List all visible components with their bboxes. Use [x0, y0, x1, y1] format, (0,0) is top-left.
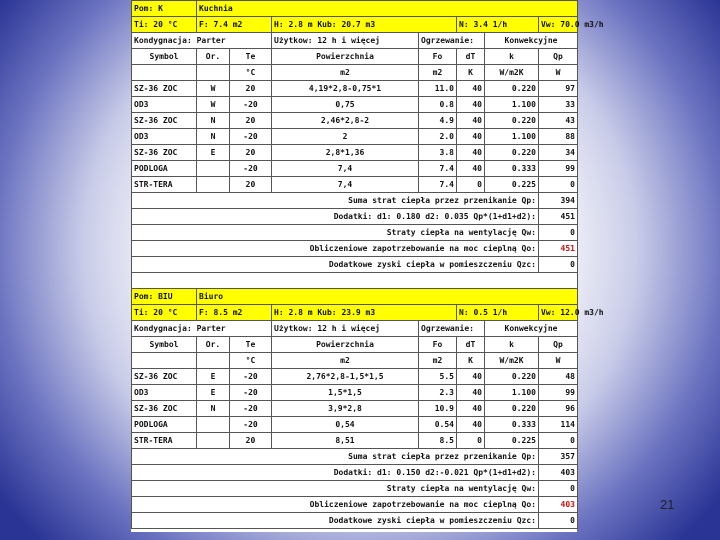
summary-label: Dodatkowe zyski ciepła w pomieszczeniu Qzc:: [132, 513, 539, 529]
heat-loss-table: [131, 0, 604, 529]
cell-qp: 34: [539, 145, 578, 161]
cell-te: 20: [230, 113, 272, 129]
room-volume: Kub: 23.9 m3: [317, 308, 376, 317]
unit-orientation: [197, 65, 230, 81]
cell-k: 0.220: [485, 81, 539, 97]
cell-dt: 40: [457, 161, 485, 177]
section-gap: [132, 273, 578, 289]
cell-area: 0,54: [272, 417, 419, 433]
cell-k: 0.225: [485, 433, 539, 449]
cell-k: 0.220: [485, 113, 539, 129]
cell-te: 20: [230, 433, 272, 449]
table-row: [132, 369, 578, 385]
cell-fo: 7.4: [419, 161, 457, 177]
cell-fo: 0.54: [419, 417, 457, 433]
unit-symbol: [132, 65, 197, 81]
table-row: [132, 417, 578, 433]
cell-qp: 99: [539, 385, 578, 401]
cell-qp: 88: [539, 129, 578, 145]
cell-qp: 0: [539, 177, 578, 193]
room-air-change: N: 0.5 1/h: [457, 305, 539, 321]
col-header-k: k: [485, 337, 539, 353]
unit-area: m2: [272, 353, 419, 369]
cell-k: 0.333: [485, 417, 539, 433]
room-heating-label: Ogrzewanie:: [419, 33, 485, 49]
cell-dt: 40: [457, 97, 485, 113]
cell-area: 2,8*1,36: [272, 145, 419, 161]
summary-value: 451: [539, 241, 578, 257]
cell-k: 0.225: [485, 177, 539, 193]
cell-dt: 40: [457, 145, 485, 161]
room-heating-type: Konwekcyjne: [485, 33, 578, 49]
cell-orientation: [197, 161, 230, 177]
cell-qp: 97: [539, 81, 578, 97]
cell-symbol: STR-TERA: [132, 433, 197, 449]
cell-symbol: OD3: [132, 385, 197, 401]
cell-orientation: N: [197, 129, 230, 145]
room-pom-label: Pom: K: [132, 1, 197, 17]
cell-area: 7,4: [272, 161, 419, 177]
room-ti: Ti: 20 °C: [132, 17, 197, 33]
unit-te: °C: [230, 353, 272, 369]
summary-value: 0: [539, 513, 578, 529]
col-header-fo: Fo: [419, 337, 457, 353]
cell-orientation: [197, 177, 230, 193]
cell-fo: 11.0: [419, 81, 457, 97]
cell-k: 0.333: [485, 161, 539, 177]
table-row: [132, 97, 578, 113]
col-header-symbol: Symbol: [132, 49, 197, 65]
summary-row: [132, 497, 578, 513]
units-row: [132, 65, 578, 81]
room-usage: Użytkow: 12 h i więcej: [272, 321, 419, 337]
table-body: [132, 1, 604, 529]
cell-orientation: W: [197, 97, 230, 113]
cell-dt: 40: [457, 81, 485, 97]
summary-value: 0: [539, 257, 578, 273]
summary-label: Suma strat ciepła przez przenikanie Qp:: [132, 449, 539, 465]
unit-k: W/m2K: [485, 353, 539, 369]
unit-fo: m2: [419, 353, 457, 369]
cell-fo: 8.5: [419, 433, 457, 449]
cell-te: 20: [230, 81, 272, 97]
summary-value: 357: [539, 449, 578, 465]
cell-te: -20: [230, 401, 272, 417]
cell-orientation: W: [197, 81, 230, 97]
cell-qp: 0: [539, 433, 578, 449]
cell-symbol: SZ-36 ZOC: [132, 113, 197, 129]
summary-row: [132, 193, 578, 209]
summary-label: Obliczeniowe zapotrzebowanie na moc cieplną Qo:: [132, 497, 539, 513]
cell-qp: 43: [539, 113, 578, 129]
col-header-orientation: Or.: [197, 337, 230, 353]
room-storey: Kondygnacja: Parter: [132, 33, 272, 49]
room-params-row: [132, 17, 578, 33]
cell-symbol: PODLOGA: [132, 161, 197, 177]
cell-te: -20: [230, 417, 272, 433]
cell-te: -20: [230, 385, 272, 401]
room-name: Kuchnia: [197, 1, 578, 17]
unit-qp: W: [539, 353, 578, 369]
summary-value: 0: [539, 481, 578, 497]
unit-qp: W: [539, 65, 578, 81]
col-header-orientation: Or.: [197, 49, 230, 65]
room-vent-flow: Vw: 70.0 m3/h: [539, 17, 578, 33]
summary-value: 394: [539, 193, 578, 209]
cell-orientation: E: [197, 385, 230, 401]
cell-dt: 40: [457, 417, 485, 433]
summary-label: Dodatki: d1: 0.180 d2: 0.035 Qp*(1+d1+d2):: [132, 209, 539, 225]
cell-orientation: N: [197, 113, 230, 129]
summary-row: [132, 257, 578, 273]
cell-symbol: OD3: [132, 129, 197, 145]
col-header-area: Powierzchnia: [272, 49, 419, 65]
cell-qp: 114: [539, 417, 578, 433]
cell-area: 7,4: [272, 177, 419, 193]
page-number: 21: [660, 497, 675, 512]
room-info-row: [132, 321, 578, 337]
cell-k: 1.100: [485, 129, 539, 145]
col-header-symbol: Symbol: [132, 337, 197, 353]
room-area: F: 7.4 m2: [197, 17, 272, 33]
cell-qp: 48: [539, 369, 578, 385]
room-header-row: [132, 289, 578, 305]
table-row: [132, 433, 578, 449]
table-row: [132, 145, 578, 161]
unit-symbol: [132, 353, 197, 369]
summary-row: [132, 481, 578, 497]
cell-fo: 5.5: [419, 369, 457, 385]
cell-symbol: SZ-36 ZOC: [132, 145, 197, 161]
cell-symbol: PODLOGA: [132, 417, 197, 433]
cell-fo: 10.9: [419, 401, 457, 417]
summary-label: Suma strat ciepła przez przenikanie Qp:: [132, 193, 539, 209]
room-heating-label: Ogrzewanie:: [419, 321, 485, 337]
cell-orientation: E: [197, 145, 230, 161]
cell-fo: 4.9: [419, 113, 457, 129]
column-header-row: [132, 337, 578, 353]
summary-label: Dodatkowe zyski ciepła w pomieszczeniu Qzc:: [132, 257, 539, 273]
col-header-area: Powierzchnia: [272, 337, 419, 353]
table-row: [132, 81, 578, 97]
units-row: [132, 353, 578, 369]
cell-dt: 40: [457, 369, 485, 385]
cell-fo: 2.3: [419, 385, 457, 401]
cell-area: 2,76*2,8-1,5*1,5: [272, 369, 419, 385]
cell-area: 8,51: [272, 433, 419, 449]
summary-value: 0: [539, 225, 578, 241]
col-header-qp: Qp: [539, 49, 578, 65]
cell-te: -20: [230, 369, 272, 385]
room-height-volume: [272, 305, 457, 321]
cell-symbol: SZ-36 ZOC: [132, 369, 197, 385]
cell-symbol: SZ-36 ZOC: [132, 81, 197, 97]
cell-dt: 40: [457, 129, 485, 145]
cell-k: 0.220: [485, 145, 539, 161]
cell-fo: 2.0: [419, 129, 457, 145]
room-volume: Kub: 20.7 m3: [317, 20, 376, 29]
cell-orientation: E: [197, 369, 230, 385]
cell-symbol: STR-TERA: [132, 177, 197, 193]
cell-symbol: OD3: [132, 97, 197, 113]
cell-dt: 0: [457, 433, 485, 449]
unit-fo: m2: [419, 65, 457, 81]
cell-symbol: SZ-36 ZOC: [132, 401, 197, 417]
column-header-row: [132, 49, 578, 65]
summary-row: [132, 209, 578, 225]
room-storey: Kondygnacja: Parter: [132, 321, 272, 337]
table-row: [132, 161, 578, 177]
cell-te: -20: [230, 161, 272, 177]
summary-label: Dodatki: d1: 0.150 d2:-0.021 Qp*(1+d1+d2):: [132, 465, 539, 481]
unit-k: W/m2K: [485, 65, 539, 81]
cell-dt: 0: [457, 177, 485, 193]
cell-area: 3,9*2,8: [272, 401, 419, 417]
cell-qp: 96: [539, 401, 578, 417]
room-height: H: 2.8 m: [274, 20, 313, 29]
room-heating-type: Konwekcyjne: [485, 321, 578, 337]
col-header-dt: dT: [457, 337, 485, 353]
summary-row: [132, 465, 578, 481]
col-header-fo: Fo: [419, 49, 457, 65]
summary-value: 403: [539, 497, 578, 513]
cell-dt: 40: [457, 113, 485, 129]
room-height-volume: [272, 17, 457, 33]
heat-loss-sheet: [131, 0, 604, 532]
cell-qp: 99: [539, 161, 578, 177]
summary-label: Straty ciepła na wentylację Qw:: [132, 481, 539, 497]
cell-te: -20: [230, 129, 272, 145]
table-row: [132, 129, 578, 145]
col-header-dt: dT: [457, 49, 485, 65]
summary-row: [132, 241, 578, 257]
summary-value: 451: [539, 209, 578, 225]
cell-te: -20: [230, 97, 272, 113]
summary-label: Obliczeniowe zapotrzebowanie na moc cieplną Qo:: [132, 241, 539, 257]
cell-area: 2: [272, 129, 419, 145]
col-header-qp: Qp: [539, 337, 578, 353]
cell-dt: 40: [457, 385, 485, 401]
unit-area: m2: [272, 65, 419, 81]
col-header-te: Te: [230, 337, 272, 353]
table-row: [132, 177, 578, 193]
summary-row: [132, 449, 578, 465]
table-row: [132, 113, 578, 129]
cell-area: 4,19*2,8-0,75*1: [272, 81, 419, 97]
summary-label: Straty ciepła na wentylację Qw:: [132, 225, 539, 241]
cell-te: 20: [230, 177, 272, 193]
cell-fo: 3.8: [419, 145, 457, 161]
col-header-k: k: [485, 49, 539, 65]
table-row: [132, 401, 578, 417]
cell-fo: 7.4: [419, 177, 457, 193]
cell-k: 1.100: [485, 385, 539, 401]
cell-fo: 0.8: [419, 97, 457, 113]
col-header-te: Te: [230, 49, 272, 65]
room-air-change: N: 3.4 1/h: [457, 17, 539, 33]
unit-dt: K: [457, 353, 485, 369]
room-pom-label: Pom: BIU: [132, 289, 197, 305]
summary-row: [132, 513, 578, 529]
gap-cell: [132, 273, 578, 289]
room-height: H: 2.8 m: [274, 308, 313, 317]
unit-dt: K: [457, 65, 485, 81]
cell-area: 0,75: [272, 97, 419, 113]
room-header-row: [132, 1, 578, 17]
room-usage: Użytkow: 12 h i więcej: [272, 33, 419, 49]
room-name: Biuro: [197, 289, 578, 305]
room-area: F: 8.5 m2: [197, 305, 272, 321]
cell-area: 2,46*2,8-2: [272, 113, 419, 129]
room-params-row: [132, 305, 578, 321]
cell-area: 1,5*1,5: [272, 385, 419, 401]
cell-k: 0.220: [485, 401, 539, 417]
cell-k: 0.220: [485, 369, 539, 385]
cell-orientation: N: [197, 401, 230, 417]
cell-orientation: [197, 417, 230, 433]
summary-value: 403: [539, 465, 578, 481]
table-row: [132, 385, 578, 401]
cell-orientation: [197, 433, 230, 449]
cell-dt: 40: [457, 401, 485, 417]
cell-qp: 33: [539, 97, 578, 113]
unit-orientation: [197, 353, 230, 369]
summary-row: [132, 225, 578, 241]
cell-k: 1.100: [485, 97, 539, 113]
room-info-row: [132, 33, 578, 49]
room-ti: Ti: 20 °C: [132, 305, 197, 321]
cell-te: 20: [230, 145, 272, 161]
unit-te: °C: [230, 65, 272, 81]
room-vent-flow: Vw: 12.0 m3/h: [539, 305, 578, 321]
